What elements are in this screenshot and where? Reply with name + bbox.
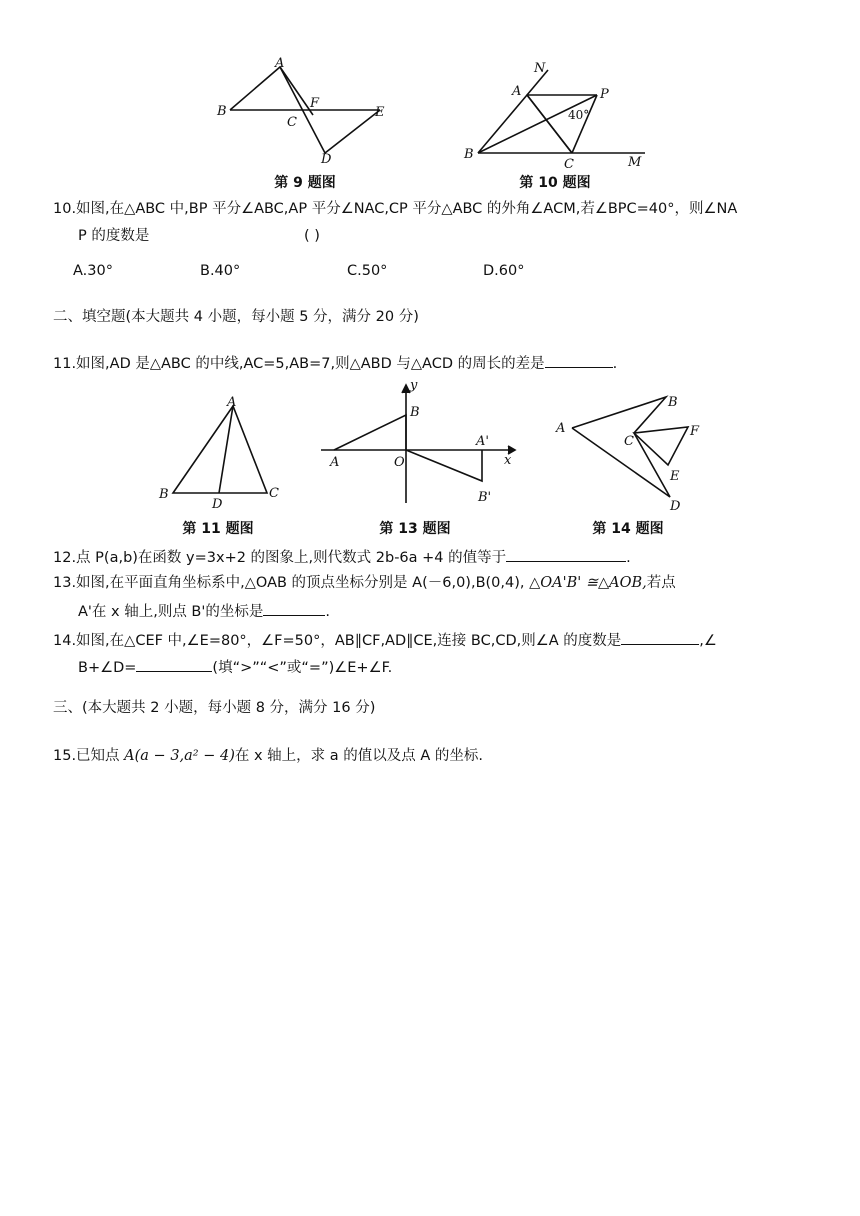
fig14-label-b: B — [668, 395, 678, 410]
question-11-blank — [545, 352, 613, 368]
question-15-point: A(a − 3,a² − 4) — [124, 748, 235, 764]
fig13-label-b: B — [410, 405, 420, 420]
question-10-answer-paren: ( ) — [304, 228, 320, 244]
fig11-label-a: A — [227, 395, 237, 410]
question-13-blank — [263, 600, 325, 616]
question-15 — [53, 746, 483, 766]
figure-13 — [318, 375, 523, 510]
section-2-heading: 二、填空题(本大题共 4 小题，每小题 5 分，满分 20 分) — [53, 309, 419, 325]
question-14-line-2-end: (填“>”“<”或“=”)∠E+∠F. — [212, 660, 393, 676]
question-10-stem-end: P 的度数是 — [78, 228, 150, 244]
question-10-line-2 — [78, 226, 320, 246]
question-12-text: 12.点 P(a,b)在函数 y=3x+2 的图象上,则代数式 2b-6a +4 的值等于 — [53, 550, 507, 566]
fig9-label-e: E — [375, 105, 385, 120]
question-10-option-b: B.40° — [200, 263, 241, 279]
question-13-end: . — [325, 604, 330, 620]
figure-9 — [215, 55, 395, 170]
fig11-label-b: B — [159, 487, 169, 502]
fig14-label-c: C — [624, 434, 634, 449]
fig13-label-x: x — [504, 453, 512, 468]
fig9-label-a: A — [275, 56, 285, 71]
question-11-end: . — [612, 356, 618, 372]
fig13-label-b-prime: B' — [478, 490, 492, 505]
question-12-end: . — [626, 550, 631, 566]
question-14-text: 14.如图,在△CEF 中,∠E=80°，∠F=50°，AB∥CF,AD∥CE,连接 BC,CD,则∠A 的度数是 — [53, 633, 622, 649]
question-13-line-2-text: A'在 x 轴上,则点 B'的坐标是 — [78, 604, 264, 620]
fig10-label-p: P — [600, 87, 609, 102]
figure-14 — [550, 385, 710, 515]
question-14-blank-2 — [136, 656, 212, 672]
fig11-label-c: C — [269, 486, 279, 501]
section-3-heading: 三、(本大题共 2 小题，每小题 8 分，满分 16 分) — [53, 700, 376, 716]
question-10-option-a: A.30° — [73, 263, 113, 279]
fig13-label-a: A — [330, 455, 340, 470]
fig10-label-a: A — [512, 84, 522, 99]
question-15-pre: 15.已知点 — [53, 748, 125, 764]
question-15-post: 在 x 轴上，求 a 的值以及点 A 的坐标. — [234, 748, 484, 764]
question-12 — [53, 546, 631, 568]
fig13-label-a-prime: A' — [476, 434, 489, 449]
question-13-line-2 — [78, 600, 330, 622]
figure-13-caption: 第 13 题图 — [379, 521, 451, 537]
question-10-option-c: C.50° — [347, 263, 388, 279]
fig9-label-b: B — [217, 104, 227, 119]
fig11-label-d: D — [212, 497, 223, 510]
question-10-option-d: D.60° — [483, 263, 525, 279]
fig9-label-c: C — [287, 115, 297, 130]
fig10-angle-label: 40° — [568, 108, 590, 122]
question-13-line-1 — [53, 573, 676, 593]
question-14-line-1 — [53, 629, 717, 651]
figure-14-caption: 第 14 题图 — [592, 521, 664, 537]
fig14-label-d: D — [670, 499, 681, 514]
fig9-label-d: D — [321, 152, 332, 167]
fig14-label-f: F — [690, 424, 700, 439]
question-14-line-2 — [78, 656, 392, 678]
fig10-label-n: N — [534, 61, 546, 76]
question-11 — [53, 352, 617, 374]
question-13-congruence: △OA'B' ≅△AOB, — [529, 575, 647, 591]
fig13-label-y: y — [410, 378, 418, 393]
question-14-line-2-text: B+∠D= — [78, 660, 137, 676]
figure-10-caption: 第 10 题图 — [519, 175, 591, 191]
question-11-text: 11.如图,AD 是△ABC 的中线,AC=5,AB=7,则△ABD 与△ACD 的周长的差是 — [53, 356, 545, 372]
question-13-after: 若点 — [646, 575, 676, 591]
fig10-label-c: C — [564, 157, 574, 170]
question-10-line-1: 10.如图,在△ABC 中,BP 平分∠ABC,AP 平分∠NAC,CP 平分△ABC 的外角∠ACM,若∠BPC=40°，则∠NA — [53, 201, 738, 217]
question-13-text: 13.如图,在平面直角坐标系中,△OAB 的顶点坐标分别是 A(－6,0),B(0,4), — [53, 575, 525, 591]
fig14-label-e: E — [670, 469, 680, 484]
question-12-blank — [506, 546, 626, 562]
figure-11 — [155, 390, 285, 510]
fig10-label-m: M — [628, 155, 642, 170]
figure-10 — [460, 60, 650, 170]
fig9-label-f: F — [310, 96, 320, 111]
figure-9-caption: 第 9 题图 — [274, 175, 336, 191]
question-14-line-1-end: ,∠ — [699, 633, 717, 649]
fig14-label-a: A — [556, 421, 566, 436]
fig10-label-b: B — [464, 147, 474, 162]
figure-11-caption: 第 11 题图 — [182, 521, 254, 537]
question-14-blank-1 — [621, 629, 699, 645]
fig13-label-o: O — [394, 455, 405, 470]
